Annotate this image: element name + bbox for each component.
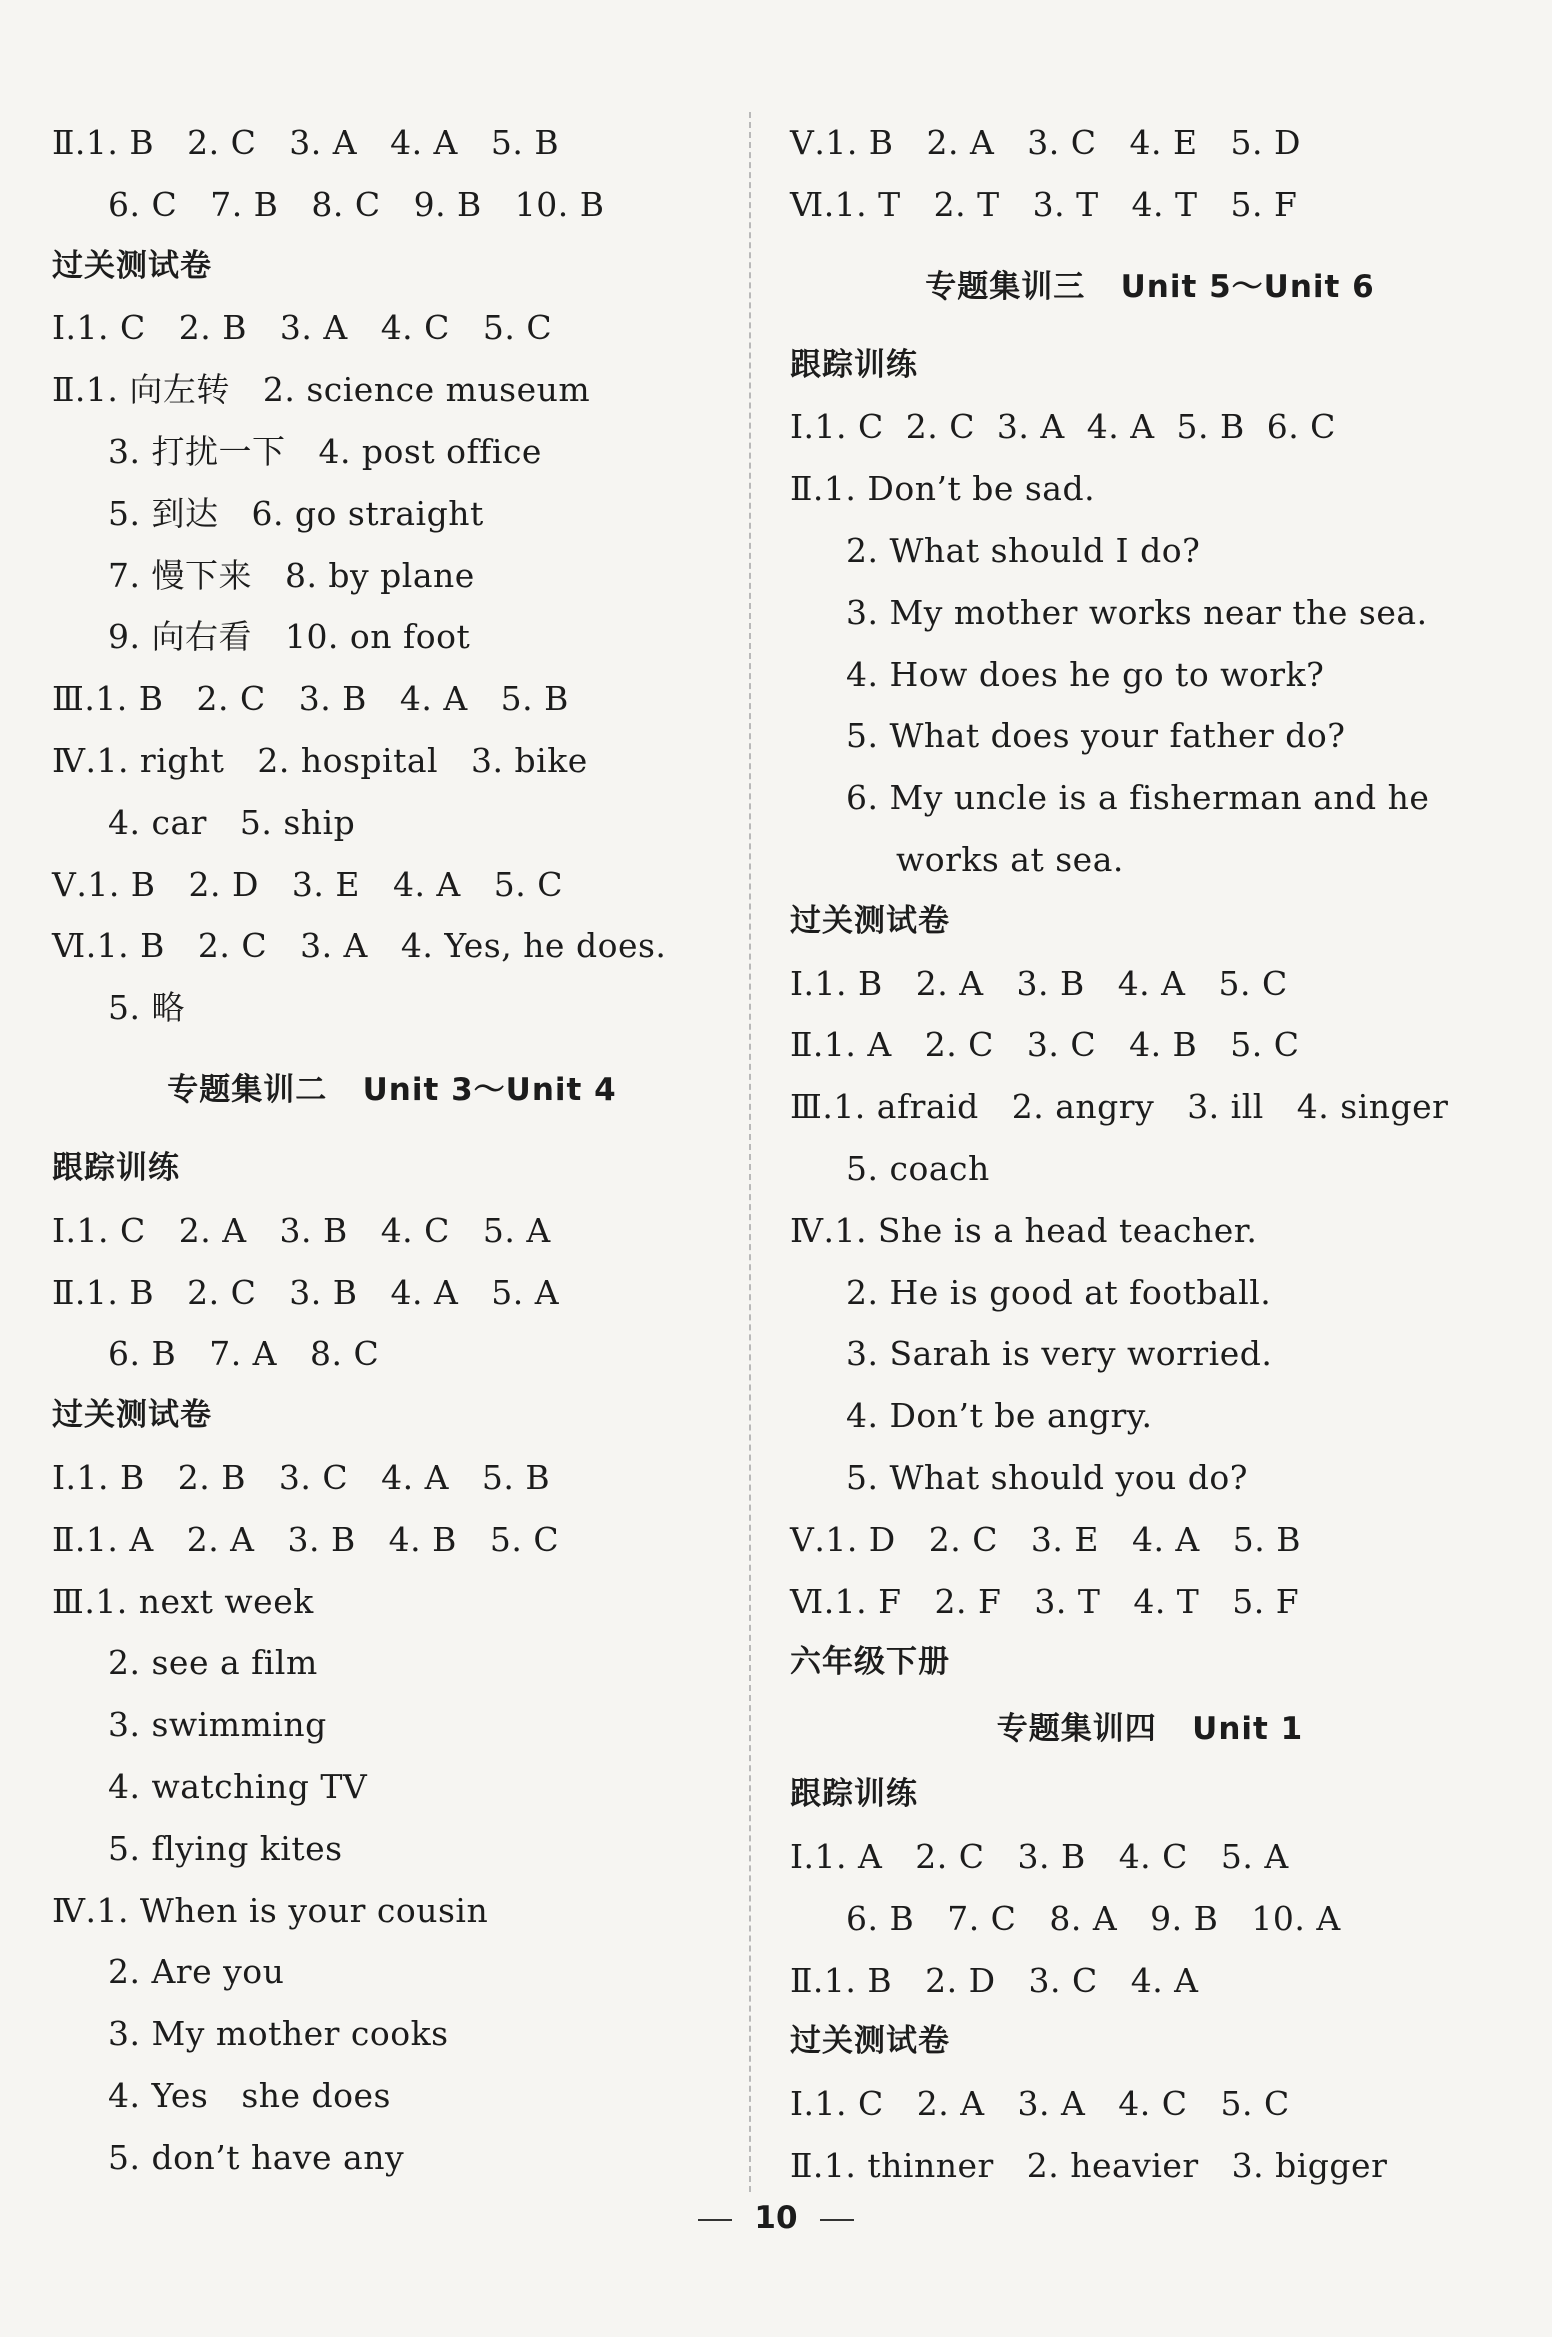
right-answer-line: Ⅰ.1. C 2. C 3. A 4. A 5. B 6. C (790, 407, 1336, 447)
right-answer-line: Ⅳ.1. She is a head teacher. (790, 1210, 1258, 1250)
left-answer-line: Ⅳ.1. right 2. hospital 3. bike (52, 740, 588, 780)
right-answer-line: 3. Sarah is very worried. (846, 1334, 1273, 1374)
right-answer-line: 2. What should I do? (846, 530, 1201, 570)
right-answer-line: 6. My uncle is a fisherman and he (846, 778, 1430, 818)
left-answer-line: Ⅰ.1. C 2. B 3. A 4. C 5. C (52, 308, 553, 348)
right-answer-line: 5. What does your father do? (846, 716, 1346, 756)
left-answer-line: 2. Are you (108, 1952, 285, 1992)
right-answer-line: Ⅱ.1. thinner 2. heavier 3. bigger (790, 2145, 1388, 2185)
left-answer-line: Ⅱ.1. B 2. C 3. B 4. A 5. A (52, 1272, 560, 1312)
right-answer-line: 4. How does he go to work? (846, 654, 1325, 694)
right-answer-line: Ⅰ.1. C 2. A 3. A 4. C 5. C (790, 2084, 1290, 2124)
left-answer-line: Ⅰ.1. C 2. A 3. B 4. C 5. A (52, 1210, 551, 1250)
right-answer-line: Ⅱ.1. Don’t be sad. (790, 469, 1096, 509)
column-divider (749, 112, 751, 2192)
left-column (52, 112, 732, 2189)
right-answer-line: Ⅵ.1. F 2. F 3. T 4. T 5. F (790, 1581, 1300, 1621)
right-section-heading: 跟踪训练 (790, 346, 918, 383)
right-answer-line: Ⅵ.1. T 2. T 3. T 4. T 5. F (790, 184, 1298, 224)
left-answer-line: 2. see a film (108, 1643, 318, 1683)
left-answer-line: Ⅲ.1. next week (52, 1581, 314, 1621)
left-answer-line: 3. My mother cooks (108, 2014, 449, 2054)
left-answer-line: Ⅲ.1. B 2. C 3. B 4. A 5. B (52, 679, 569, 719)
left-answer-line: 6. B 7. A 8. C (108, 1334, 380, 1374)
right-unit-title: 专题集训三 Unit 5～Unit 6 (925, 268, 1375, 305)
left-section-heading: 跟踪训练 (52, 1149, 180, 1186)
left-answer-line: 5. 到达 6. go straight (108, 493, 484, 533)
left-section-heading: 过关测试卷 (52, 1397, 212, 1434)
right-answer-line: 5. coach (846, 1148, 990, 1188)
left-answer-line: Ⅱ.1. B 2. C 3. A 4. A 5. B (52, 123, 560, 162)
left-answer-line: 6. C 7. B 8. C 9. B 10. B (108, 184, 605, 224)
right-section-heading: 过关测试卷 (790, 902, 950, 939)
right-section-heading: 过关测试卷 (790, 2023, 950, 2060)
right-answer-line: works at sea. (896, 839, 1124, 879)
right-answer-line: Ⅲ.1. afraid 2. angry 3. ill 4. singer (790, 1087, 1449, 1127)
left-answer-line: 3. swimming (108, 1705, 327, 1745)
left-answer-line: 4. Yes she does (108, 2075, 391, 2115)
left-answer-line: Ⅱ.1. 向左转 2. science museum (52, 370, 591, 410)
page-footer (0, 2200, 1552, 2236)
right-answer-line: Ⅴ.1. D 2. C 3. E 4. A 5. B (790, 1519, 1301, 1559)
footer-dash-left (698, 2219, 732, 2221)
right-answer-line: Ⅱ.1. B 2. D 3. C 4. A (790, 1960, 1199, 2000)
left-answer-line: 5. 略 (108, 988, 185, 1028)
left-answer-line: 9. 向右看 10. on foot (108, 617, 471, 657)
left-answer-line: Ⅴ.1. B 2. D 3. E 4. A 5. C (52, 864, 563, 904)
left-answer-line: 7. 慢下来 8. by plane (108, 555, 475, 595)
right-unit-title: 专题集训四 Unit 1 (996, 1711, 1304, 1748)
right-column (790, 112, 1510, 2197)
left-answer-line: 3. 打扰一下 4. post office (108, 431, 542, 471)
left-answer-line: 5. don’t have any (108, 2137, 405, 2177)
left-answer-line: Ⅳ.1. When is your cousin (52, 1890, 489, 1930)
right-answer-line: Ⅰ.1. A 2. C 3. B 4. C 5. A (790, 1836, 1289, 1876)
right-answer-line: Ⅴ.1. B 2. A 3. C 4. E 5. D (790, 123, 1301, 162)
right-answer-line: 5. What should you do? (846, 1457, 1248, 1497)
left-section-heading: 过关测试卷 (52, 247, 212, 284)
left-answer-line: 5. flying kites (108, 1828, 343, 1868)
left-answer-line: 4. watching TV (108, 1766, 368, 1806)
left-unit-title: 专题集训二 Unit 3～Unit 4 (167, 1071, 617, 1108)
footer-dash-right (820, 2219, 854, 2221)
right-answer-line: 2. He is good at football. (846, 1272, 1272, 1312)
left-answer-line: 4. car 5. ship (108, 802, 356, 842)
right-answer-line: 6. B 7. C 8. A 9. B 10. A (846, 1898, 1341, 1938)
right-answer-line: 4. Don’t be angry. (846, 1396, 1153, 1436)
left-answer-line: Ⅱ.1. A 2. A 3. B 4. B 5. C (52, 1519, 560, 1559)
left-answer-line: Ⅰ.1. B 2. B 3. C 4. A 5. B (52, 1457, 551, 1497)
page-number: 10 (754, 2200, 798, 2236)
right-answer-line: 3. My mother works near the sea. (846, 592, 1428, 632)
right-section-heading: 六年级下册 (790, 1644, 950, 1681)
right-section-heading: 跟踪训练 (790, 1776, 918, 1813)
right-answer-line: Ⅱ.1. A 2. C 3. C 4. B 5. C (790, 1025, 1300, 1065)
right-answer-line: Ⅰ.1. B 2. A 3. B 4. A 5. C (790, 963, 1288, 1003)
left-answer-line: Ⅵ.1. B 2. C 3. A 4. Yes, he does. (52, 926, 667, 966)
